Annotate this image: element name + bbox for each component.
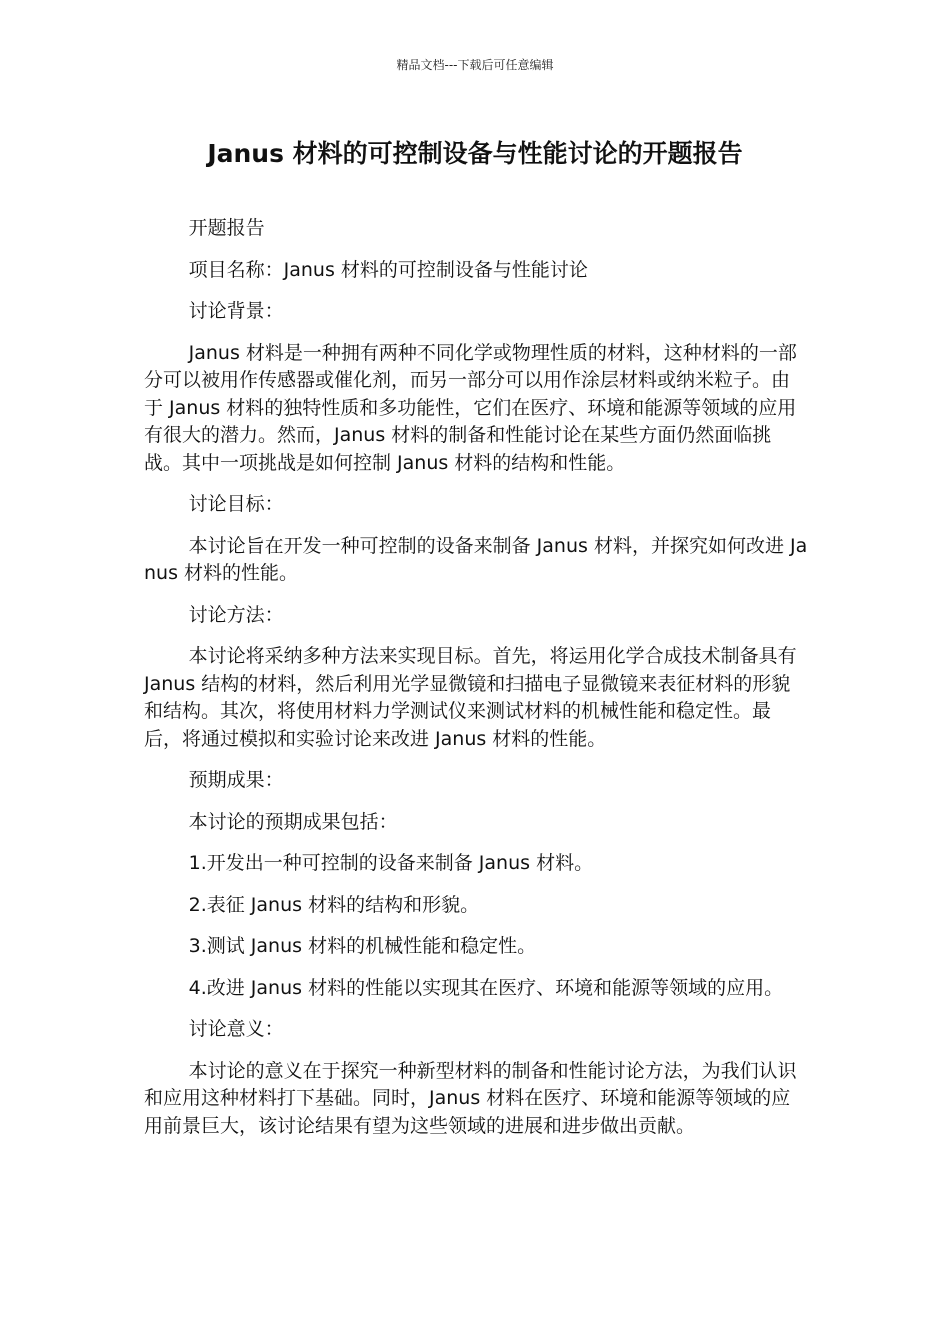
heading-method: 讨论方法： — [188, 603, 284, 626]
heading-goal: 讨论目标： — [188, 493, 284, 515]
paragraph-significance: 本讨论的意义在于探究一种新型材料的制备和性能讨论方法，为我们认识和应用这种材料打下基础。同时，Janus 材料在医疗、环境和能源等领域的应用前景巨大，该讨论结果有望为这些领域的进展和进步做出贡献。 — [144, 1059, 797, 1137]
paragraph-background: Janus 材料是一种拥有两种不同化学或物理性质的材料，这种材料的一部分可以被用作传感器或催化剂，而另一部分可以用作涂层材料或纳米粒子。由于 Janus 材料的独特性质和多功能性，它们在医疗、环境和能源等领域的应用有很大的潜力。然而，Janus 材料的制备和性能讨论在某些方面仍然面临挑战。其中一项挑战是如何控制 Janus 材料的结构和性能。 — [144, 341, 797, 474]
document-body — [144, 215, 808, 1154]
heading-background: 讨论背景： — [188, 300, 284, 322]
paragraph-expected-intro: 本讨论的预期成果包括： — [188, 810, 398, 833]
list-item-expected-3: 3.测试 Janus 材料的机械性能和稳定性。 — [188, 935, 537, 957]
paragraph-project-name: 项目名称：Janus 材料的可控制设备与性能讨论 — [188, 258, 588, 281]
document-title: Janus 材料的可控制设备与性能讨论的开题报告 — [207, 139, 743, 168]
list-item-expected-4: 4.改进 Janus 材料的性能以实现其在医疗、环境和能源等领域的应用。 — [188, 976, 784, 999]
heading-significance: 讨论意义： — [188, 1018, 284, 1040]
paragraph-method: 本讨论将采纳多种方法来实现目标。首先，将运用化学合成技术制备具有 Janus 结构的材料，然后利用光学显微镜和扫描电子显微镜来表征材料的形貌和结构。其次，将使用材料力学测试仪来测试材料的机械性能和稳定性。最后，将通过模拟和实验讨论来改进 Janus 材料的性能。 — [144, 645, 803, 750]
paragraph-goal: 本讨论旨在开发一种可控制的设备来制备 Janus 材料，并探究如何改进 Janus 材料的性能。 — [144, 534, 808, 584]
list-item-expected-2: 2.表征 Janus 材料的结构和形貌。 — [188, 893, 480, 916]
paragraph-report-label: 开题报告 — [188, 217, 265, 239]
heading-expected-results: 预期成果： — [188, 769, 284, 791]
header-note: 精品文档---下载后可任意编辑 — [396, 58, 554, 72]
list-item-expected-1: 1.开发出一种可控制的设备来制备 Janus 材料。 — [188, 852, 594, 874]
